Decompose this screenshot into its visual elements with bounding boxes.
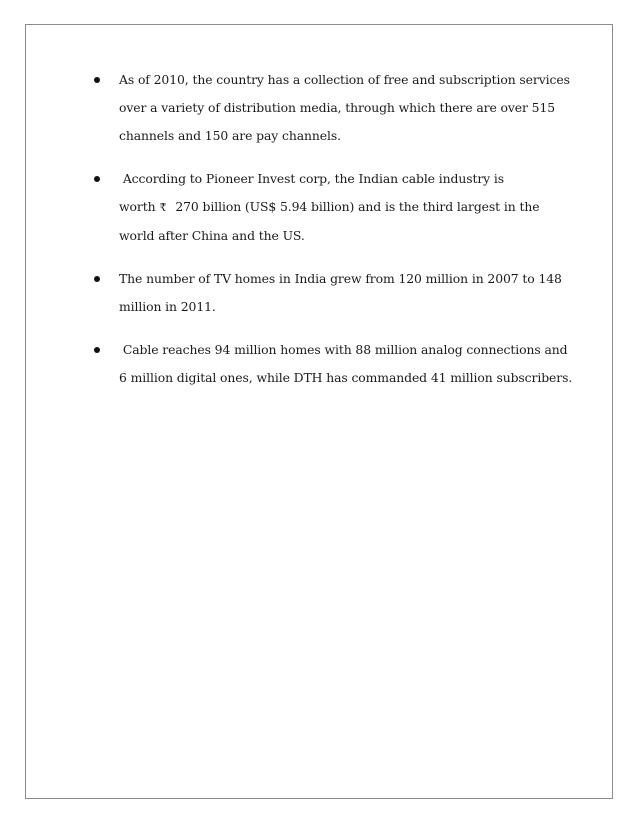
bullet-item-1: [94, 66, 594, 150]
bullet-2-line-1: According to Pioneer Invest corp, the Indian cable industry is: [119, 171, 505, 186]
bullet-item-2: [94, 165, 594, 250]
worth-prefix: worth: [119, 199, 156, 214]
bullet-list: [94, 66, 594, 407]
bullet-dot-icon: [94, 176, 100, 182]
bullet-4-line-2: 6 million digital ones, while DTH has commanded 41 million subscribers.: [119, 370, 573, 385]
bullet-2-line-3: world after China and the US.: [119, 228, 305, 243]
bullet-dot-icon: [94, 347, 100, 353]
bullet-4-line-1: Cable reaches 94 million homes with 88 million analog connections and: [119, 342, 568, 357]
bullet-2-line-2: [119, 193, 594, 222]
bullet-item-4: [94, 336, 594, 392]
bullet-dot-icon: [94, 276, 100, 282]
bullet-1-line-1: As of 2010, the country has a collection of free and subscription services: [119, 72, 570, 87]
bullet-dot-icon: [94, 77, 100, 83]
bullet-1-line-3: channels and 150 are pay channels.: [119, 128, 341, 143]
rupee-symbol: ₹: [159, 201, 167, 214]
bullet-item-3: [94, 265, 594, 321]
bullet-3-line-2: million in 2011.: [119, 299, 216, 314]
bullet-3-line-1: The number of TV homes in India grew from 120 million in 2007 to 148: [119, 271, 562, 286]
bullet-1-line-2: over a variety of distribution media, through which there are over 515: [119, 100, 556, 115]
worth-rest: 270 billion (US$ 5.94 billion) and is the third largest in the: [175, 199, 540, 214]
